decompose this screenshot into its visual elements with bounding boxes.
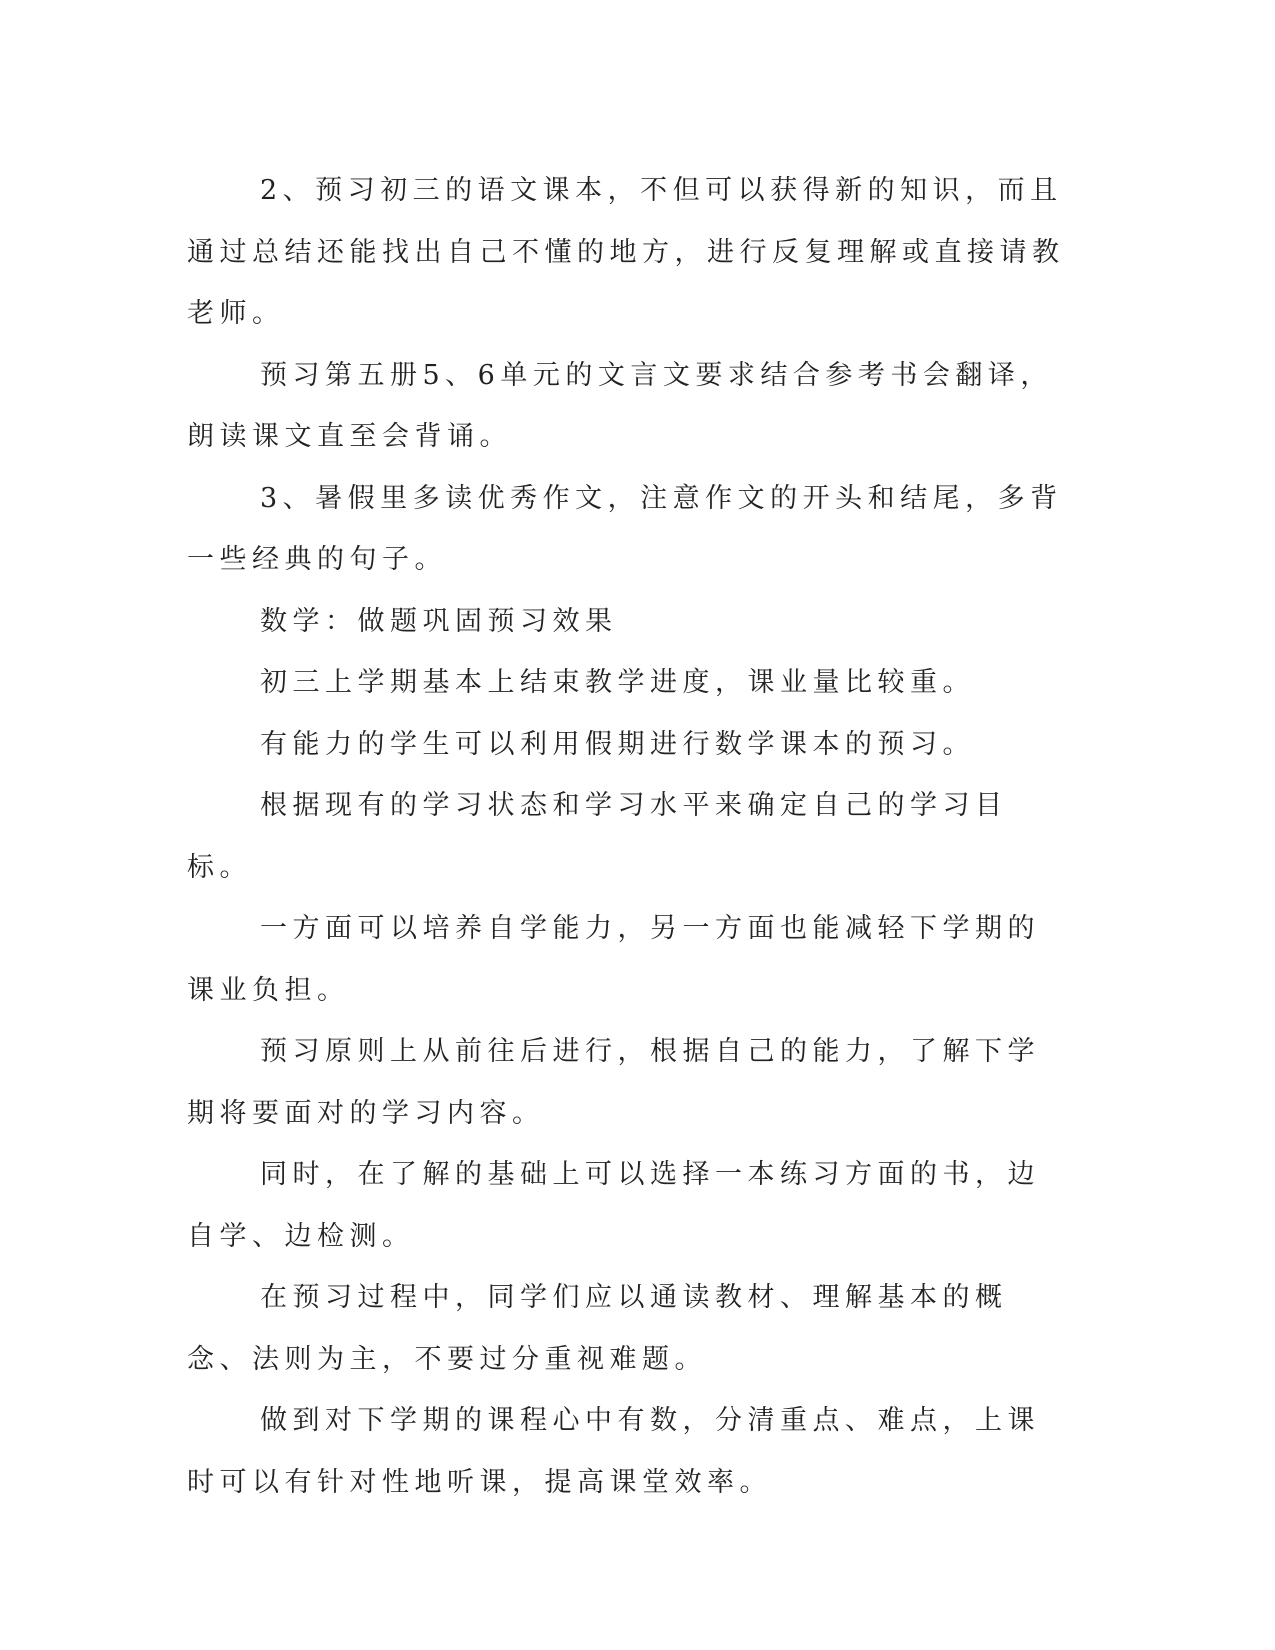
paragraph-math-order: 预习原则上从前往后进行，根据自己的能力，了解下学期将要面对的学习内容。 (187, 1036, 1040, 1129)
section-heading-math: 数学：做题巩固预习效果 (260, 605, 618, 637)
paragraph-math-benefits: 一方面可以培养自学能力，另一方面也能减轻下学期的课业负担。 (187, 913, 1040, 1006)
paragraph-math-practice: 同时，在了解的基础上可以选择一本练习方面的书，边自学、边检测。 (187, 1159, 1040, 1252)
paragraph-math-progress: 初三上学期基本上结束教学进度，课业量比较重。 (260, 667, 975, 698)
paragraph-math-efficiency: 做到对下学期的课程心中有数，分清重点、难点，上课时可以有针对性地听课，提高课堂效率。 (187, 1405, 1040, 1498)
document-body (187, 160, 1067, 1513)
paragraph-math-method: 在预习过程中，同学们应以通读教材、理解基本的概念、法则为主，不要过分重视难题。 (187, 1282, 1008, 1375)
paragraph-math-holiday: 有能力的学生可以利用假期进行数学课本的预习。 (260, 728, 975, 760)
paragraph-chinese-preview: 2、预习初三的语文课本，不但可以获得新的知识，而且通过总结还能找出自己不懂的地方，进行反复理解或直接请教老师。 (187, 175, 1065, 329)
paragraph-math-goals: 根据现有的学习状态和学习水平来确定自己的学习目标。 (187, 790, 1008, 883)
paragraph-essay-reading: 3、暑假里多读优秀作文，注意作文的开头和结尾，多背一些经典的句子。 (187, 482, 1063, 575)
paragraph-classical-chinese: 预习第五册5、6单元的文言文要求结合参考书会翻译，朗读课文直至会背诵。 (187, 359, 1053, 452)
